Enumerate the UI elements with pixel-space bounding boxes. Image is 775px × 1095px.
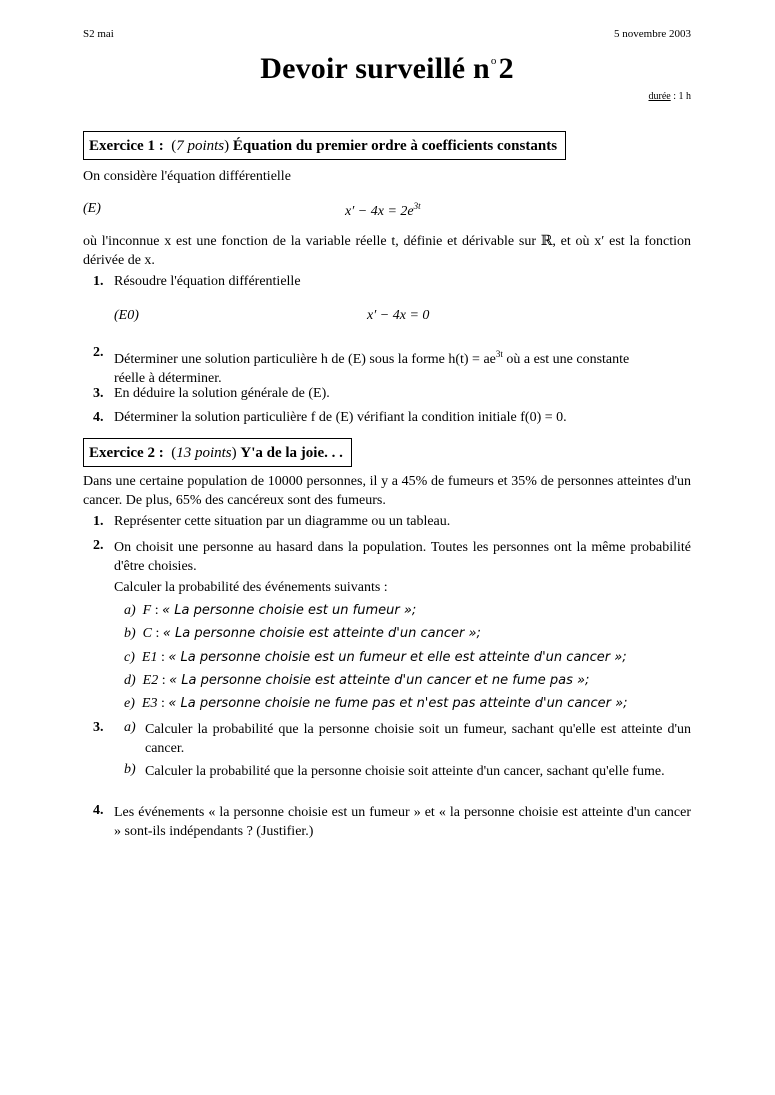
question-number: 1. <box>93 514 104 529</box>
ex2-q1: Représenter cette situation par un diagramme ou un tableau. <box>114 514 451 529</box>
sub-question-letter: a) <box>124 720 136 735</box>
header-class: S2 mai <box>83 28 114 40</box>
header-date: 5 novembre 2003 <box>614 28 691 40</box>
question-number: 4. <box>93 803 104 818</box>
sub-question-letter: b) <box>124 762 136 777</box>
ex1-description: où l'inconnue x est une fonction de la variable réelle t, définie et dérivable sur ℝ, et où x′ est la fonction dérivée de x. <box>83 234 691 268</box>
equation-E0: x′ − 4x = 0 <box>367 308 430 323</box>
equation-label-E: (E) <box>83 201 101 216</box>
ex2-q2: On choisit une personne au hasard dans la population. Toutes les personnes ont la même probabilité d'être choisies. <box>114 540 691 574</box>
event-item: e) E3 : « La personne choisie ne fume pas et n'est pas atteinte d'un cancer »; <box>124 696 628 711</box>
exercise-1-heading: Exercice 1 : (7 points) Équation du premier ordre à coefficients constants <box>83 131 566 160</box>
ex2-q3a: Calculer la probabilité que la personne choisie soit un fumeur, sachant qu'elle est atteinte d'un cancer. <box>145 722 691 756</box>
event-item: a) F : « La personne choisie est un fumeur »; <box>124 603 417 618</box>
question-number: 3. <box>93 386 104 401</box>
event-item: b) C : « La personne choisie est atteinte d'un cancer »; <box>124 626 481 641</box>
ex2-q4: Les événements « la personne choisie est un fumeur » et « la personne choisie est atteinte d'un cancer » sont-ils indépendants ? (Justifier.) <box>114 805 691 839</box>
question-number: 3. <box>93 720 104 735</box>
ex1-q1: Résoudre l'équation différentielle <box>114 274 301 289</box>
question-number: 2. <box>93 538 104 553</box>
equation-label-E0: (E0) <box>114 308 139 323</box>
ex2-intro: Dans une certaine population de 10000 personnes, il y a 45% de fumeurs et 35% de personnes atteintes d'un cancer. De plus, 65% des cancéreux sont des fumeurs. <box>83 474 691 508</box>
ex2-calc: Calculer la probabilité des événements suivants : <box>114 580 388 595</box>
event-item: d) E2 : « La personne choisie est atteinte d'un cancer et ne fume pas »; <box>124 673 590 688</box>
question-number: 2. <box>93 345 104 360</box>
exercise-2-heading: Exercice 2 : (13 points) Y'a de la joie. . . <box>83 438 352 467</box>
question-number: 4. <box>93 410 104 425</box>
ex1-q3: En déduire la solution générale de (E). <box>114 386 330 401</box>
ex1-q4: Déterminer la solution particulière f de (E) vérifiant la condition initiale f(0) = 0. <box>114 410 567 425</box>
ex1-intro: On considère l'équation différentielle <box>83 169 291 184</box>
duration: durée : 1 h <box>648 91 691 102</box>
page-title: Devoir surveillé $n^o2$ <box>260 52 514 85</box>
ex1-q2: Déterminer une solution particulière h de (E) sous la forme $h(t) = ae^{3t}$ où a est une constante réelle à déterminer. <box>114 349 630 386</box>
event-item: c) E1 : « La personne choisie est un fumeur et elle est atteinte d'un cancer »; <box>124 650 627 665</box>
equation-E: $x' - 4x = 2e^{3t}$ <box>345 201 421 219</box>
question-number: 1. <box>93 274 104 289</box>
ex2-q3b: Calculer la probabilité que la personne choisie soit atteinte d'un cancer, sachant qu'elle fume. <box>145 764 665 779</box>
